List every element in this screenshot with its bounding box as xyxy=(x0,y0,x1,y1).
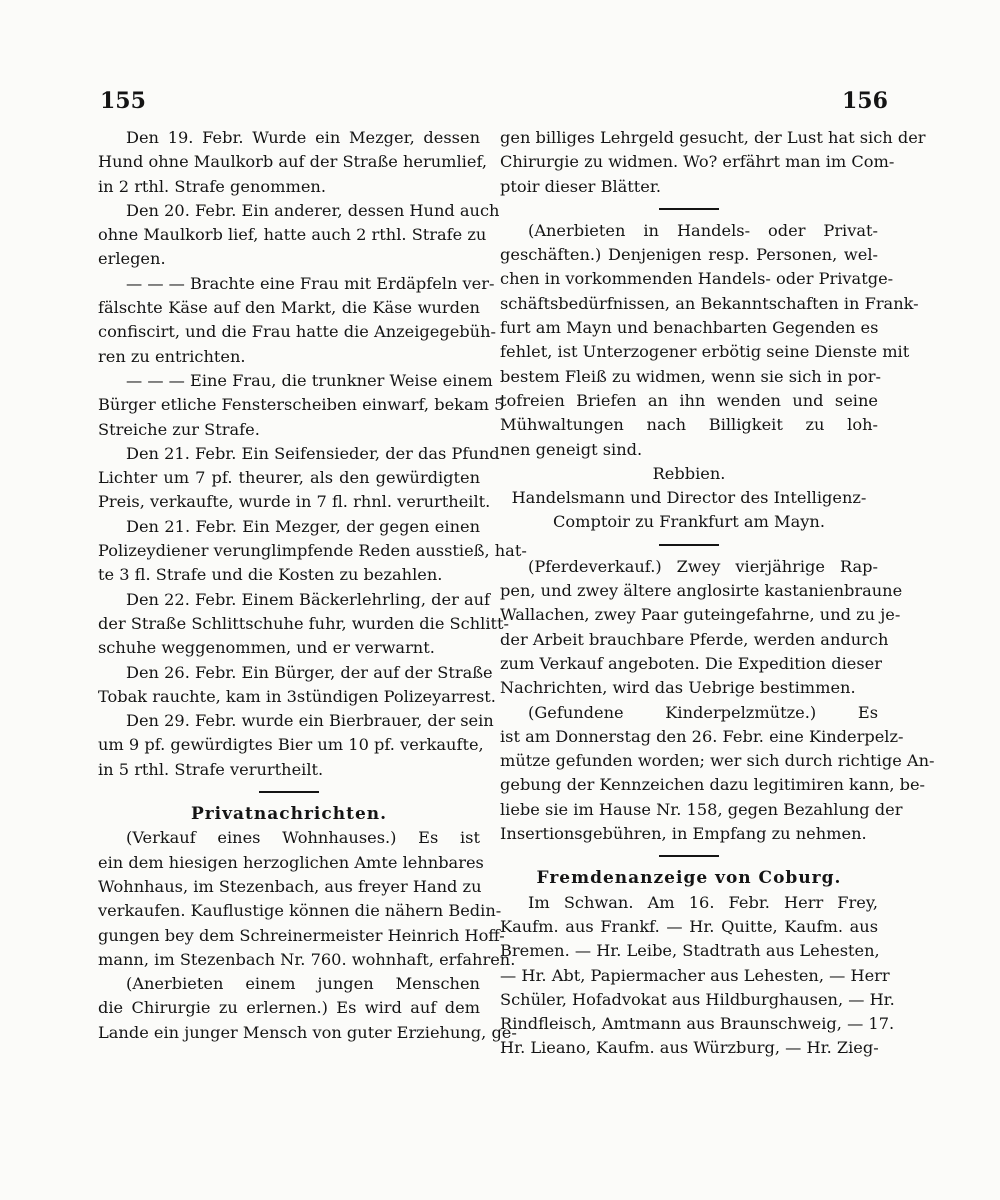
text-line: zum Verkauf angeboten. Die Expedition dieser xyxy=(500,653,882,673)
text-line: erlegen. xyxy=(98,249,166,269)
text-line: — — — Eine Frau, die trunkner Weise einem xyxy=(126,370,493,390)
text-line: Bremen. — Hr. Leibe, Stadtrath aus Lehesten, xyxy=(500,941,880,961)
text-line: schäftsbedürfnissen, an Bekanntschaften in Frank- xyxy=(500,293,919,313)
text-line: der Straße Schlittschuhe fuhr, wurden die Schlitt- xyxy=(98,613,509,633)
divider-line xyxy=(259,791,319,793)
text-line: Hund ohne Maulkorb auf der Straße herumlief, xyxy=(98,152,487,172)
section-divider xyxy=(98,782,480,802)
text-line: te 3 fl. Strafe und die Kosten zu bezahlen. xyxy=(98,565,443,585)
text-line: pen, und zwey ältere anglosirte kastanienbraune xyxy=(500,581,903,601)
section-heading: Privatnachrichten. xyxy=(190,804,388,825)
text-line: Kaufm. aus Frankf. — Hr. Quitte, Kaufm. aus xyxy=(500,916,878,936)
text-line: Preis, verkaufte, wurde in 7 fl. rhnl. verurtheilt. xyxy=(98,492,491,512)
text-line: Bürger etliche Fensterscheiben einwarf, bekam 5 xyxy=(98,395,505,415)
text-line: ein dem hiesigen herzoglichen Amte lehnbares xyxy=(98,852,484,872)
text-line: Den 26. Febr. Ein Bürger, der auf der Straße xyxy=(126,662,493,682)
text-line: die Chirurgie zu erlernen.) Es wird auf dem xyxy=(98,998,480,1018)
text-line: Comptoir zu Frankfurt am Mayn. xyxy=(552,512,825,532)
right-column xyxy=(500,126,935,1061)
text-line: Nachrichten, wird das Uebrige bestimmen. xyxy=(500,678,856,698)
text-line: Polizeydiener verunglimpfende Reden ausstieß, hat- xyxy=(98,541,527,561)
text-line: (Verkauf eines Wohnhauses.) Es ist xyxy=(126,828,480,848)
text-line: (Gefundene Kinderpelzmütze.) Es xyxy=(528,702,878,722)
section-divider xyxy=(500,199,878,219)
text-line: Schüler, Hofadvokat aus Hildburghausen, — Hr. xyxy=(500,989,895,1009)
text-line: ptoir dieser Blätter. xyxy=(500,176,661,196)
text-line: Den 29. Febr. wurde ein Bierbrauer, der sein xyxy=(126,711,494,731)
text-line: Hr. Lieano, Kaufm. aus Würzburg, — Hr. Zieg- xyxy=(500,1038,879,1058)
text-line: mann, im Stezenbach Nr. 760. wohnhaft, erfahren. xyxy=(98,949,516,969)
section-divider xyxy=(500,535,878,555)
text-line: Lande ein junger Mensch von guter Erziehung, ge- xyxy=(98,1022,517,1042)
text-line: bestem Fleiß zu widmen, wenn sie sich in por- xyxy=(500,366,881,386)
text-line: Rindfleisch, Amtmann aus Braunschweig, — 17. xyxy=(500,1014,895,1034)
text-line: Den 20. Febr. Ein anderer, dessen Hund auch xyxy=(126,200,500,220)
text-line: der Arbeit brauchbare Pferde, werden andurch xyxy=(500,629,889,649)
section-heading: Fremdenanzeige von Coburg. xyxy=(536,868,842,889)
text-line: Lichter um 7 pf. theurer, als den gewürdigten xyxy=(98,468,480,488)
text-line: um 9 pf. gewürdigtes Bier um 10 pf. verkaufte, xyxy=(98,735,484,755)
text-line: — — — Brachte eine Frau mit Erdäpfeln ver- xyxy=(126,273,495,293)
text-line: Chirurgie zu widmen. Wo? erfährt man im Com- xyxy=(500,152,895,172)
text-line: Rebbien. xyxy=(652,463,726,483)
text-line: — Hr. Abt, Papiermacher aus Lehesten, — Herr xyxy=(500,965,890,985)
text-line: (Pferdeverkauf.) Zwey vierjährige Rap- xyxy=(528,556,878,576)
text-line: Tobak rauchte, kam in 3stündigen Polizeyarrest. xyxy=(98,686,496,706)
left-column xyxy=(98,126,527,1045)
text-line: ren zu entrichten. xyxy=(98,346,246,366)
text-line: Wohnhaus, im Stezenbach, aus freyer Hand zu xyxy=(98,876,482,896)
text-line: Insertionsgebühren, in Empfang zu nehmen. xyxy=(500,824,867,844)
text-line: gebung der Kennzeichen dazu legitimiren kann, be- xyxy=(500,775,926,795)
text-line: Den 19. Febr. Wurde ein Mezger, dessen xyxy=(126,128,480,147)
text-line: (Anerbieten in Handels- oder Privat- xyxy=(528,220,878,240)
divider-line xyxy=(659,855,719,857)
text-line: Den 21. Febr. Ein Mezger, der gegen einen xyxy=(126,516,480,536)
divider-line xyxy=(659,208,719,210)
text-line: gen billiges Lehrgeld gesucht, der Lust hat sich der xyxy=(500,128,926,147)
text-line: furt am Mayn und benachbarten Gegenden es xyxy=(500,318,879,338)
page-number-left: 155 xyxy=(100,88,146,114)
text-line: Streiche zur Strafe. xyxy=(98,419,260,439)
text-line: Wallachen, zwey Paar guteingefahrne, und zu je- xyxy=(500,605,901,625)
section-divider xyxy=(500,846,878,866)
text-line: Den 22. Febr. Einem Bäckerlehrling, der auf xyxy=(126,589,491,609)
text-line: (Anerbieten einem jungen Menschen xyxy=(126,974,480,994)
text-line: confiscirt, und die Frau hatte die Anzeigegebüh- xyxy=(98,322,496,342)
text-line: in 5 rthl. Strafe verurtheilt. xyxy=(98,759,324,779)
text-line: nen geneigt sind. xyxy=(500,439,643,459)
page-number-right: 156 xyxy=(842,88,888,114)
text-line: chen in vorkommenden Handels- oder Privatge- xyxy=(500,269,894,289)
divider-line xyxy=(659,544,719,546)
text-line: fälschte Käse auf den Markt, die Käse wurden xyxy=(98,298,480,318)
text-line: ist am Donnerstag den 26. Febr. eine Kinderpelz- xyxy=(500,726,904,746)
text-line: Mühwaltungen nach Billigkeit zu loh- xyxy=(500,415,878,435)
text-line: liebe sie im Hause Nr. 158, gegen Bezahlung der xyxy=(500,799,903,819)
text-line: geschäften.) Denjenigen resp. Personen, wel- xyxy=(500,245,878,265)
text-line: schuhe weggenommen, und er verwarnt. xyxy=(98,638,435,658)
text-line: gungen bey dem Schreinermeister Heinrich Hoff- xyxy=(98,925,505,945)
text-line: in 2 rthl. Strafe genommen. xyxy=(98,176,326,196)
text-line: ohne Maulkorb lief, hatte auch 2 rthl. Strafe zu xyxy=(98,225,487,245)
text-line: mütze gefunden worden; wer sich durch richtige An- xyxy=(500,751,935,771)
text-line: Den 21. Febr. Ein Seifensieder, der das Pfund xyxy=(126,443,500,463)
text-line: tofreien Briefen an ihn wenden und seine xyxy=(500,390,878,410)
text-line: Handelsmann und Director des Intelligenz- xyxy=(511,488,867,508)
text-line: fehlet, ist Unterzogener erbötig seine Dienste mit xyxy=(500,342,910,362)
text-line: verkaufen. Kauflustige können die nähern Bedin- xyxy=(98,901,502,921)
text-line: Im Schwan. Am 16. Febr. Herr Frey, xyxy=(528,892,878,912)
